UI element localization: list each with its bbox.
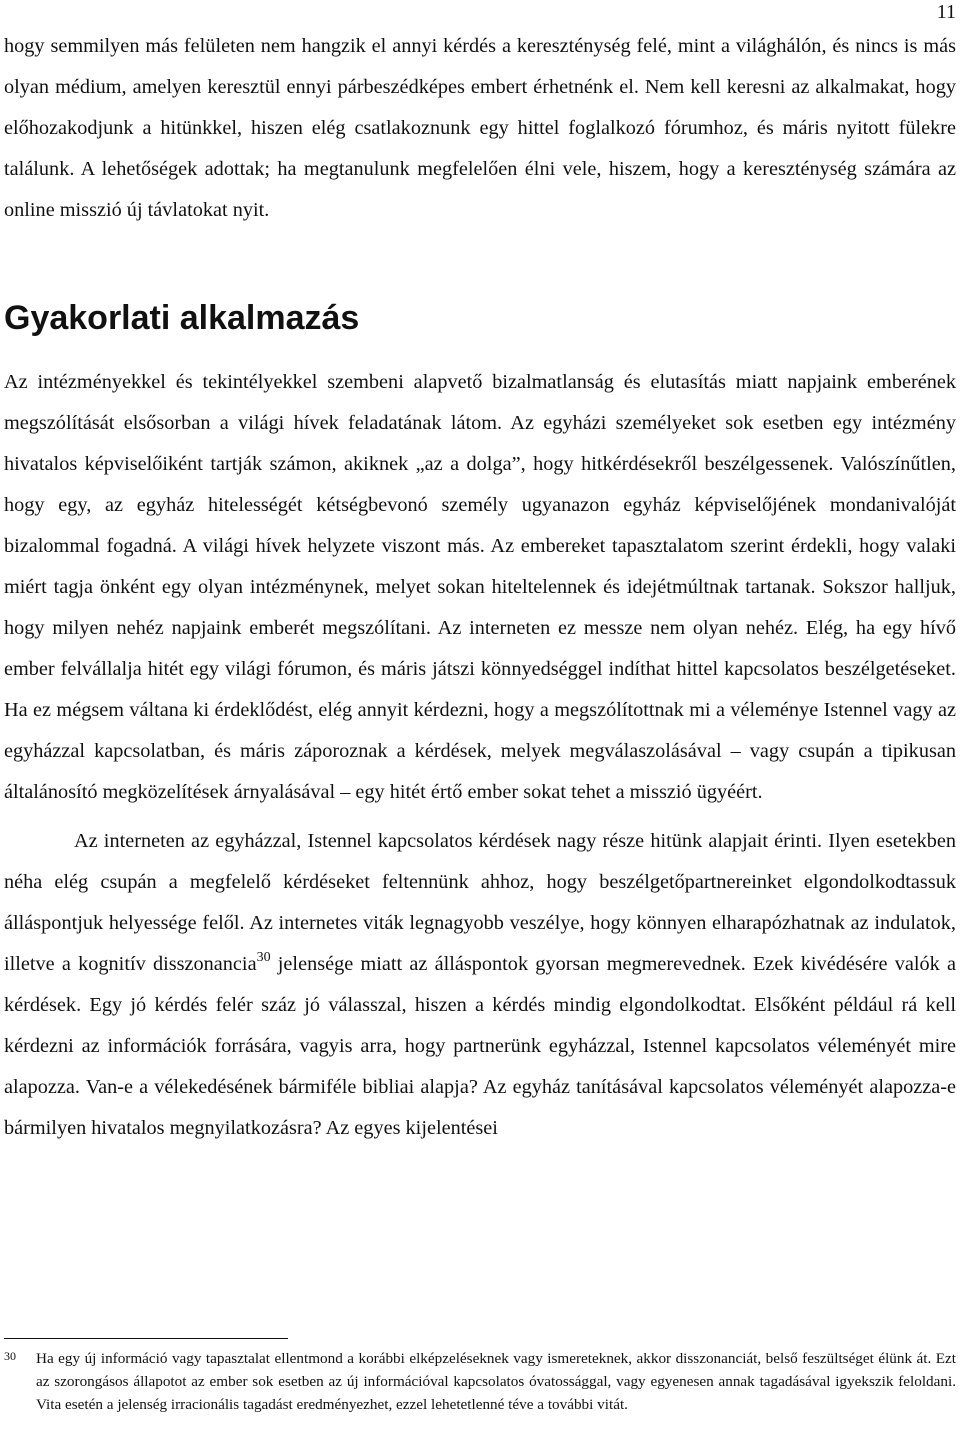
section-heading: Gyakorlati alkalmazás	[4, 299, 360, 337]
footnote-reference[interactable]: 30	[256, 950, 271, 965]
intro-paragraph: hogy semmilyen más felületen nem hangzik el annyi kérdés a kereszténység felé, mint a világhálón, és nincs is más olyan médium, amelyen keresztül ennyi párbeszédképes embert érhetnénk el. Nem kell keresni az alkalmakat, hogy előhozakodjunk a hitünkkel, hiszen elég csatlakoznunk egy hittel foglalkozó fórumhoz, és máris nyitott fülekre találunk. A lehetőségek adottak; ha megtanulunk megfelelően élni vele, hiszem, hogy a kereszténység számára az online misszió új távlatokat nyit.	[4, 35, 956, 221]
footnote-text: Ha egy új információ vagy tapasztalat ellentmond a korábbi elképzeléseknek vagy ismereteknek, akkor disszonanciát, belső feszültséget élünk át. Ezt az szorongásos állapotot az ember sok esetben az új információval kapcsolatos óvatossággal, vagy egyenesen annak tagadásával igyekszik feloldani. Vita esetén a jelenség irracionális tagadást eredményezhet, ezzel lehetetlenné téve a további vitát.	[36, 1350, 956, 1413]
body-paragraph-1: Az intézményekkel és tekintélyekkel szembeni alapvető bizalmatlanság és elutasítás miatt napjaink emberének megszólítását elsősorban a világi hívek feladatának látom. Az egyházi személyeket sok esetben egy intézmény hivatalos képviselőiként tartják számon, akiknek „az a dolga”, hogy hitkérdésekről beszélgessenek. Valószínűtlen, hogy egy, az egyház hitelességét kétségbevonó személy ugyanazon egyház képviselőjének mondanivalóját bizalommal fogadná. A világi hívek helyzete viszont más. Az embereket tapasztalatom szerint érdekli, hogy valaki miért tagja önként egy olyan intézménynek, melyet sokan hiteltelennek és idejétmúltnak tartanak. Sokszor halljuk, hogy milyen nehéz napjaink emberét megszólítani. Az interneten ez messze nem olyan nehéz. Elég, ha egy hívő ember felvállalja hitét egy világi fórumon, és máris játszi könnyedséggel indíthat hittel kapcsolatos beszélgetéseket. Ha ez mégsem váltana ki érdeklődést, elég annyit kérdezni, hogy a megszólítottnak mi a véleménye Istennel vagy az egyházzal kapcsolatban, és máris záporoznak a kérdések, melyek megválaszolásával – vagy csupán a tipikusan általánosító megközelítések árnyalásával – egy hitét értő ember sokat tehet a misszió ügyéért.	[4, 371, 956, 803]
footnote	[4, 1347, 956, 1416]
paragraph-2-text-start: Az interneten az egyházzal, Istennel kapcsolatos kérdések nagy része hitünk alapjait érinti. Ilyen esetekben néha elég csupán a megfelelő kérdéseket feltennünk ahhoz, hogy beszélgetőpartnereinket elgondolkodtassuk álláspontjuk helyessége felől. Az internetes viták legnagyobb veszélye, hogy könnyen elharapózhatnak az indulatok, illetve a kognitív disszonancia	[4, 830, 956, 975]
page-content	[4, 26, 956, 1149]
footnote-separator	[4, 1338, 288, 1339]
body-paragraph-2	[4, 821, 956, 1149]
footnote-number: 30	[4, 1349, 16, 1363]
page-number: 11	[936, 1, 956, 23]
paragraph-2-text-end: jelensége miatt az álláspontok gyorsan megmerevednek. Ezek kivédésére valók a kérdések. Egy jó kérdés felér száz jó válasszal, hiszen a kérdés mindig elgondolkodtat. Elsőként például rá kell kérdezni az információk forrására, vagyis arra, hogy partnerünk egyházzal, Istennel kapcsolatos véleményét mire alapozza. Van-e a vélekedésének bármiféle bibliai alapja? Az egyház tanításával kapcsolatos véleményét alapozza-e bármilyen hivatalos megnyilatkozásra? Az egyes kijelentései	[4, 953, 956, 1139]
